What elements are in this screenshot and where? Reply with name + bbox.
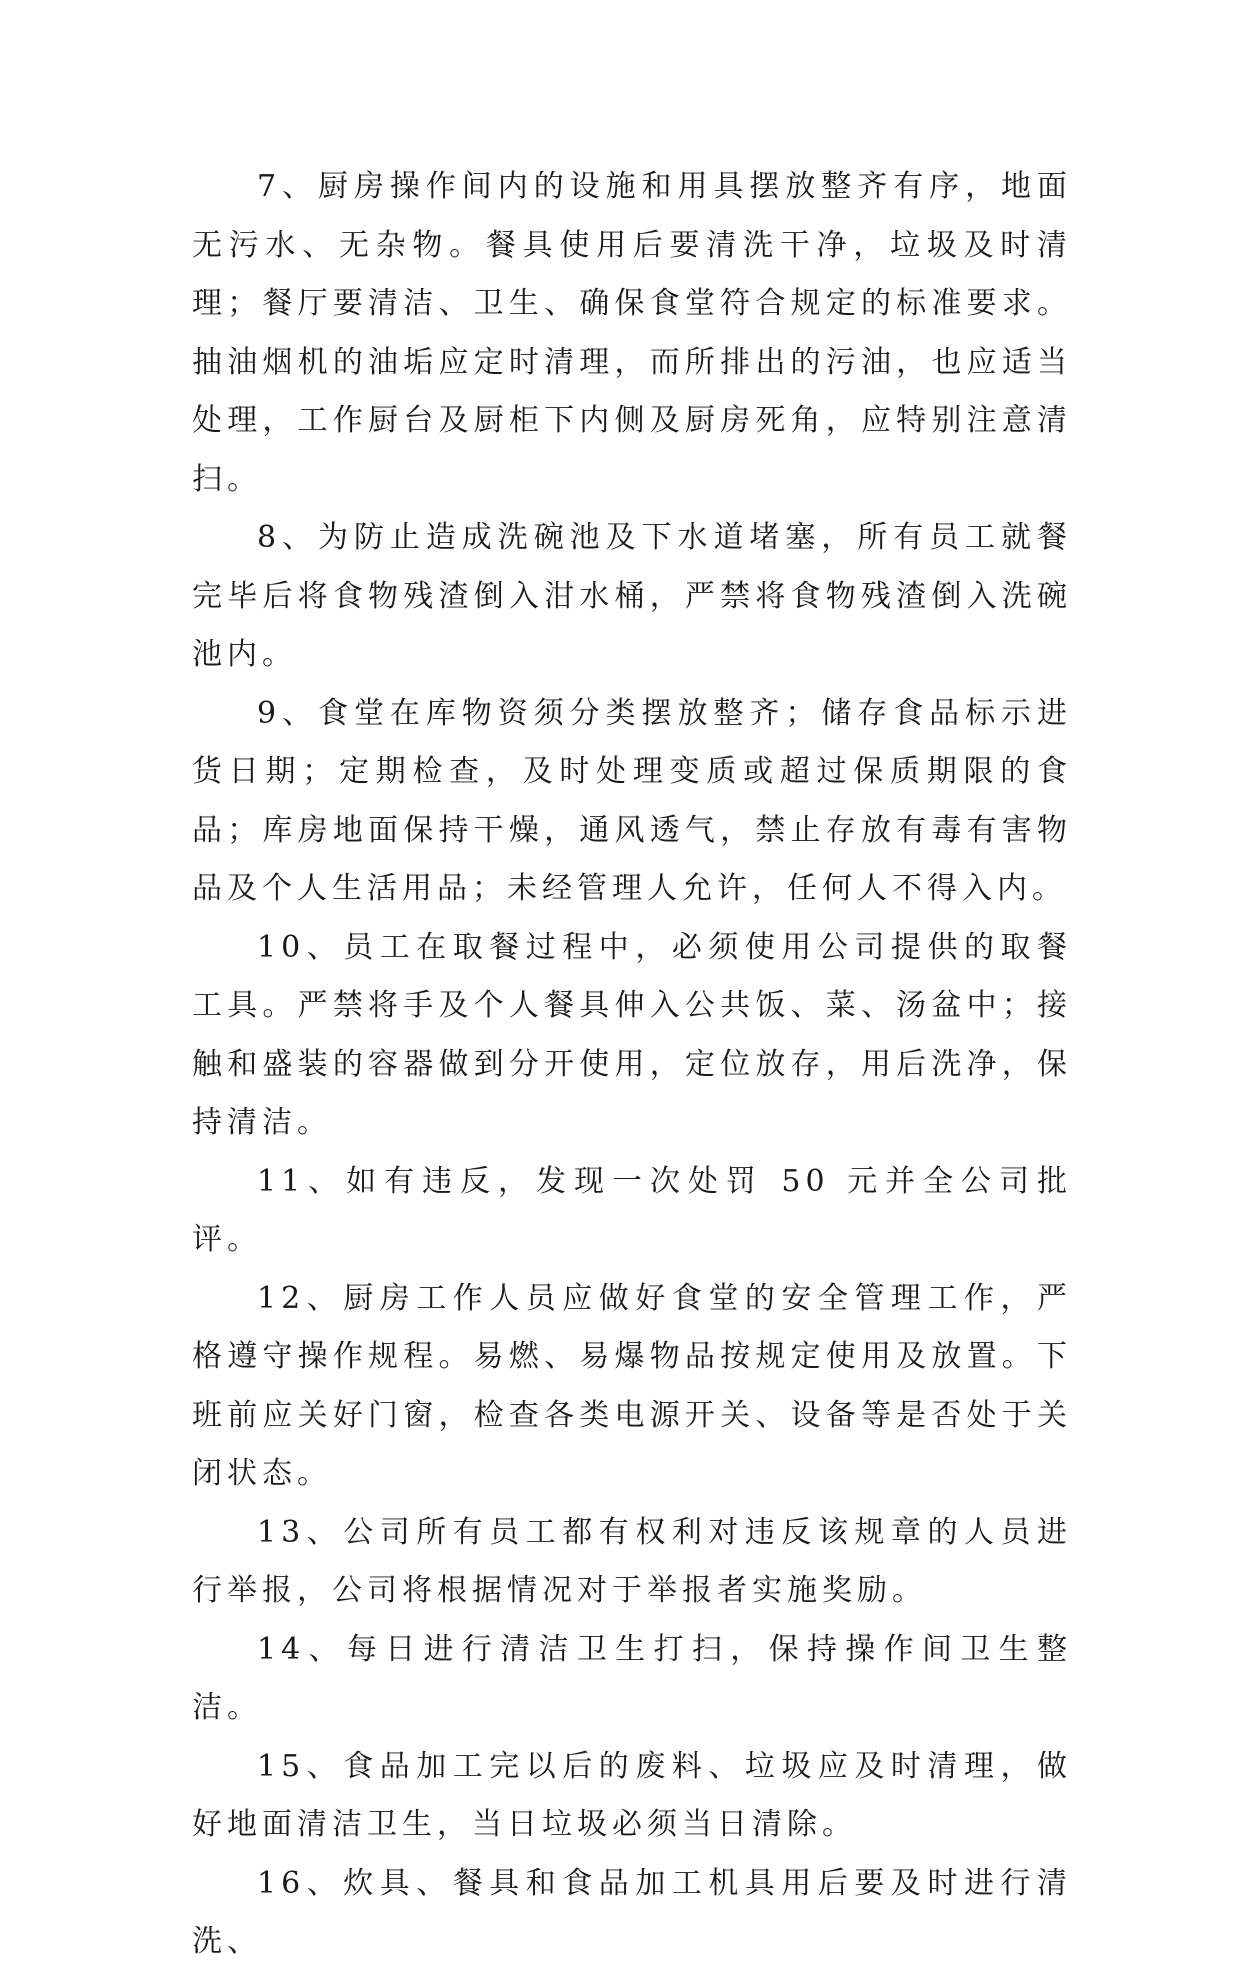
paragraph-rule-16: 16、炊具、餐具和食品加工机具用后要及时进行清洗、 [192, 1865, 1072, 1959]
paragraph-rule-10: 10、员工在取餐过程中，必须使用公司提供的取餐工具。严禁将手及个人餐具伸入公共饭、菜、汤盆中；接触和盛装的容器做到分开使用，定位放存，用后洗净，保持清洁。 [192, 929, 1072, 1140]
paragraph-rule-8: 8、为防止造成洗碗池及下水道堵塞，所有员工就餐完毕后将食物残渣倒入泔水桶，严禁将食物残渣倒入洗碗池内。 [192, 520, 1072, 672]
paragraph-rule-12: 12、厨房工作人员应做好食堂的安全管理工作，严格遵守操作规程。易燃、易爆物品按规定使用及放置。下班前应关好门窗，检查各类电源开关、设备等是否处于关闭状态。 [192, 1280, 1072, 1491]
paragraph-rule-14: 14、每日进行清洁卫生打扫，保持操作间卫生整洁。 [192, 1631, 1072, 1725]
paragraph-rule-11: 11、如有违反，发现一次处罚 50 元并全公司批评。 [192, 1163, 1072, 1257]
paragraph-rule-9: 9、食堂在库物资须分类摆放整齐；储存食品标示进货日期；定期检查，及时处理变质或超过保质期限的食品；库房地面保持干燥，通风透气，禁止存放有毒有害物品及个人生活用品；未经管理人允许，任何人不得入内。 [192, 695, 1072, 906]
document-body [192, 158, 1072, 1972]
paragraph-rule-13: 13、公司所有员工都有权利对违反该规章的人员进行举报，公司将根据情况对于举报者实施奖励。 [192, 1514, 1072, 1608]
paragraph-rule-7: 7、厨房操作间内的设施和用具摆放整齐有序，地面无污水、无杂物。餐具使用后要清洗干净，垃圾及时清理；餐厅要清洁、卫生、确保食堂符合规定的标准要求。抽油烟机的油垢应定时清理，而所排出的污油，也应适当处理，工作厨台及厨柜下内侧及厨房死角，应特别注意清扫。 [192, 169, 1072, 497]
paragraph-rule-15: 15、食品加工完以后的废料、垃圾应及时清理，做好地面清洁卫生，当日垃圾必须当日清除。 [192, 1748, 1072, 1842]
